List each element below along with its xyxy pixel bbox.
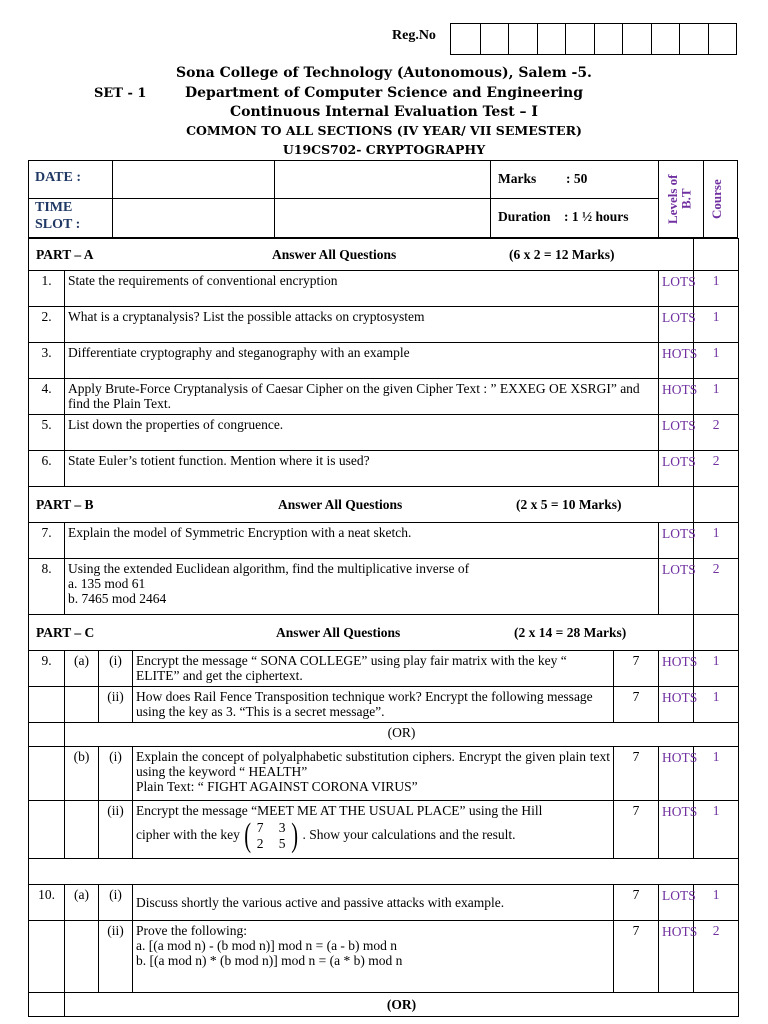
- common-sections: COMMON TO ALL SECTIONS (IV YEAR/ VII SEMESTER): [186, 123, 582, 138]
- reg-no-box[interactable]: [565, 24, 594, 54]
- question-subpart: (ii): [99, 921, 133, 993]
- question-line: a. 135 mod 61: [68, 576, 146, 591]
- question-row: [29, 885, 739, 921]
- question-subpart: (ii): [99, 687, 133, 723]
- bt-level: HOTS: [659, 343, 694, 379]
- bt-level: HOTS: [659, 379, 694, 415]
- question-number: 5.: [29, 415, 65, 451]
- reg-no-box[interactable]: [651, 24, 680, 54]
- question-subpart: (ii): [99, 801, 133, 859]
- bt-level: LOTS: [659, 885, 694, 921]
- question-line: a. [(a mod n) - (b mod n)] mod n = (a - b) mod n: [136, 938, 398, 953]
- question-row: [29, 271, 739, 307]
- bt-level: LOTS: [659, 415, 694, 451]
- levels-bt-header: Levels of B.T: [665, 174, 694, 224]
- question-text: [133, 801, 614, 859]
- question-line: [136, 817, 610, 854]
- question-number: 8.: [29, 559, 65, 615]
- reg-no-box[interactable]: [708, 24, 737, 54]
- reg-no-box[interactable]: [622, 24, 651, 54]
- question-row: [29, 451, 739, 487]
- reg-no-box[interactable]: [480, 24, 509, 54]
- course-outcome: 1: [694, 523, 739, 559]
- reg-no-box[interactable]: [537, 24, 566, 54]
- bt-level: HOTS: [659, 801, 694, 859]
- course-code: U19CS702- CRYPTOGRAPHY: [282, 142, 486, 157]
- question-marks: 7: [614, 801, 659, 859]
- course-outcome: 1: [694, 651, 739, 687]
- question-row: [29, 379, 739, 415]
- part-a-header: [29, 239, 739, 271]
- question-subpart: (i): [99, 651, 133, 687]
- question-text: [65, 559, 659, 615]
- part-c-header: [29, 615, 739, 651]
- time-label-2: SLOT :: [35, 217, 81, 232]
- duration-label: Duration: [498, 209, 551, 224]
- reg-no-label: Reg.No: [392, 28, 436, 43]
- marks-label: Marks: [498, 171, 537, 186]
- part-a-title: PART – A: [36, 246, 94, 262]
- questions-table: [28, 238, 739, 1017]
- question-subpart: (i): [99, 885, 133, 921]
- course-outcome: 1: [694, 687, 739, 723]
- matrix-cell: 5: [278, 836, 286, 851]
- marks-value: : 50: [566, 171, 588, 186]
- college-name: Sona College of Technology (Autonomous), Salem -5.: [176, 65, 592, 81]
- question-row: [29, 801, 739, 859]
- question-text: Explain the model of Symmetric Encryption with a neat sketch.: [65, 523, 659, 559]
- question-row: [29, 651, 739, 687]
- course-outcome: 1: [694, 379, 739, 415]
- part-b-marks: (2 x 5 = 10 Marks): [516, 496, 622, 512]
- part-c-instruction: Answer All Questions: [276, 624, 401, 640]
- question-marks: 7: [614, 651, 659, 687]
- question-number: 2.: [29, 307, 65, 343]
- question-line: Explain the concept of polyalphabetic substitution ciphers. Encrypt the given plain text using the keyword “ HEALTH”: [136, 749, 610, 779]
- question-number: 3.: [29, 343, 65, 379]
- matrix-cell: 7: [256, 820, 264, 835]
- date-field[interactable]: [113, 161, 274, 198]
- question-row: [29, 415, 739, 451]
- part-a-instruction: Answer All Questions: [272, 246, 397, 262]
- matrix-cell: 3: [278, 820, 286, 835]
- course-header: Course: [709, 179, 724, 219]
- question-row: [29, 747, 739, 801]
- set-label: SET - 1: [94, 86, 147, 101]
- question-line: Encrypt the message “MEET ME AT THE USUAL PLACE” using the Hill: [136, 803, 543, 818]
- time-label-1: TIME: [35, 200, 73, 215]
- question-part: (a): [65, 885, 99, 921]
- duration-value: : 1 ½ hours: [564, 209, 629, 224]
- course-outcome: 1: [694, 307, 739, 343]
- question-text: Apply Brute-Force Cryptanalysis of Caesar Cipher on the given Cipher Text : ” EXXEG OE XSRGI” and find the Plain Text.: [65, 379, 659, 415]
- question-marks: 7: [614, 747, 659, 801]
- reg-no-boxes[interactable]: [450, 23, 737, 55]
- question-row: [29, 687, 739, 723]
- part-b-title: PART – B: [36, 496, 94, 512]
- question-line: Plain Text: “ FIGHT AGAINST CORONA VIRUS”: [136, 779, 418, 794]
- spacer-row: [29, 859, 739, 885]
- part-b-instruction: Answer All Questions: [278, 496, 403, 512]
- question-number: 9.: [29, 651, 65, 687]
- matrix-cell: 2: [256, 836, 264, 851]
- question-line: Prove the following:: [136, 923, 247, 938]
- bt-level: LOTS: [659, 523, 694, 559]
- part-b-header: [29, 487, 739, 523]
- reg-no-box[interactable]: [508, 24, 537, 54]
- question-row: [29, 343, 739, 379]
- bt-level: HOTS: [659, 921, 694, 993]
- question-part: (a): [65, 651, 99, 687]
- question-number: 6.: [29, 451, 65, 487]
- course-outcome: 2: [694, 451, 739, 487]
- question-part: (b): [65, 747, 99, 801]
- or-label: (OR): [65, 723, 739, 747]
- course-outcome: 2: [694, 415, 739, 451]
- question-row: [29, 523, 739, 559]
- date-label: DATE :: [35, 170, 82, 185]
- question-text: State Euler’s totient function. Mention where it is used?: [65, 451, 659, 487]
- bt-level: HOTS: [659, 651, 694, 687]
- bt-level: LOTS: [659, 271, 694, 307]
- course-outcome: 1: [694, 885, 739, 921]
- question-text: Differentiate cryptography and steganography with an example: [65, 343, 659, 379]
- question-text: Discuss shortly the various active and passive attacks with example.: [133, 885, 614, 921]
- course-outcome: 1: [694, 801, 739, 859]
- question-text: How does Rail Fence Transposition technique work? Encrypt the following message using the key as 3. “This is a secret message”.: [133, 687, 614, 723]
- or-row: [29, 723, 739, 747]
- bt-level: LOTS: [659, 451, 694, 487]
- department-name: Department of Computer Science and Engineering: [185, 85, 583, 101]
- time-slot-field[interactable]: [113, 199, 274, 237]
- course-outcome: 1: [694, 271, 739, 307]
- course-outcome: 1: [694, 343, 739, 379]
- question-number: 4.: [29, 379, 65, 415]
- course-outcome: 1: [694, 747, 739, 801]
- part-c-marks: (2 x 14 = 28 Marks): [514, 624, 627, 640]
- question-marks: 7: [614, 885, 659, 921]
- question-row: [29, 307, 739, 343]
- reg-no-box[interactable]: [451, 24, 480, 54]
- hill-key-matrix: ( 7 3 2 5 ): [244, 817, 299, 854]
- bt-level: LOTS: [659, 307, 694, 343]
- question-text-part: . Show your calculations and the result.: [302, 827, 516, 843]
- question-number: 7.: [29, 523, 65, 559]
- course-outcome: 2: [694, 921, 739, 993]
- exam-info-block: [28, 160, 738, 238]
- or-row: [29, 993, 739, 1017]
- bt-level: HOTS: [659, 687, 694, 723]
- question-number: 1.: [29, 271, 65, 307]
- question-line: Using the extended Euclidean algorithm, find the multiplicative inverse of: [68, 561, 470, 576]
- course-outcome: 2: [694, 559, 739, 615]
- part-a-marks: (6 x 2 = 12 Marks): [509, 246, 615, 262]
- reg-no-box[interactable]: [679, 24, 708, 54]
- reg-no-box[interactable]: [594, 24, 623, 54]
- question-text: Encrypt the message “ SONA COLLEGE” using play fair matrix with the key “ ELITE” and get the ciphertext.: [133, 651, 614, 687]
- test-name: Continuous Internal Evaluation Test – I: [230, 104, 538, 120]
- question-row: [29, 921, 739, 993]
- question-marks: 7: [614, 921, 659, 993]
- question-text-part: cipher with the key: [136, 827, 240, 843]
- question-text: [133, 747, 614, 801]
- or-label: (OR): [65, 993, 739, 1017]
- question-subpart: (i): [99, 747, 133, 801]
- question-number: 10.: [29, 885, 65, 921]
- question-marks: 7: [614, 687, 659, 723]
- part-c-title: PART – C: [36, 624, 95, 640]
- bt-level: HOTS: [659, 747, 694, 801]
- question-row: [29, 559, 739, 615]
- bt-level: LOTS: [659, 559, 694, 615]
- question-text: State the requirements of conventional encryption: [65, 271, 659, 307]
- question-text: List down the properties of congruence.: [65, 415, 659, 451]
- question-line: b. [(a mod n) * (b mod n)] mod n = (a * b) mod n: [136, 953, 403, 968]
- question-text: [133, 921, 614, 993]
- question-line: b. 7465 mod 2464: [68, 591, 167, 606]
- question-text: What is a cryptanalysis? List the possible attacks on cryptosystem: [65, 307, 659, 343]
